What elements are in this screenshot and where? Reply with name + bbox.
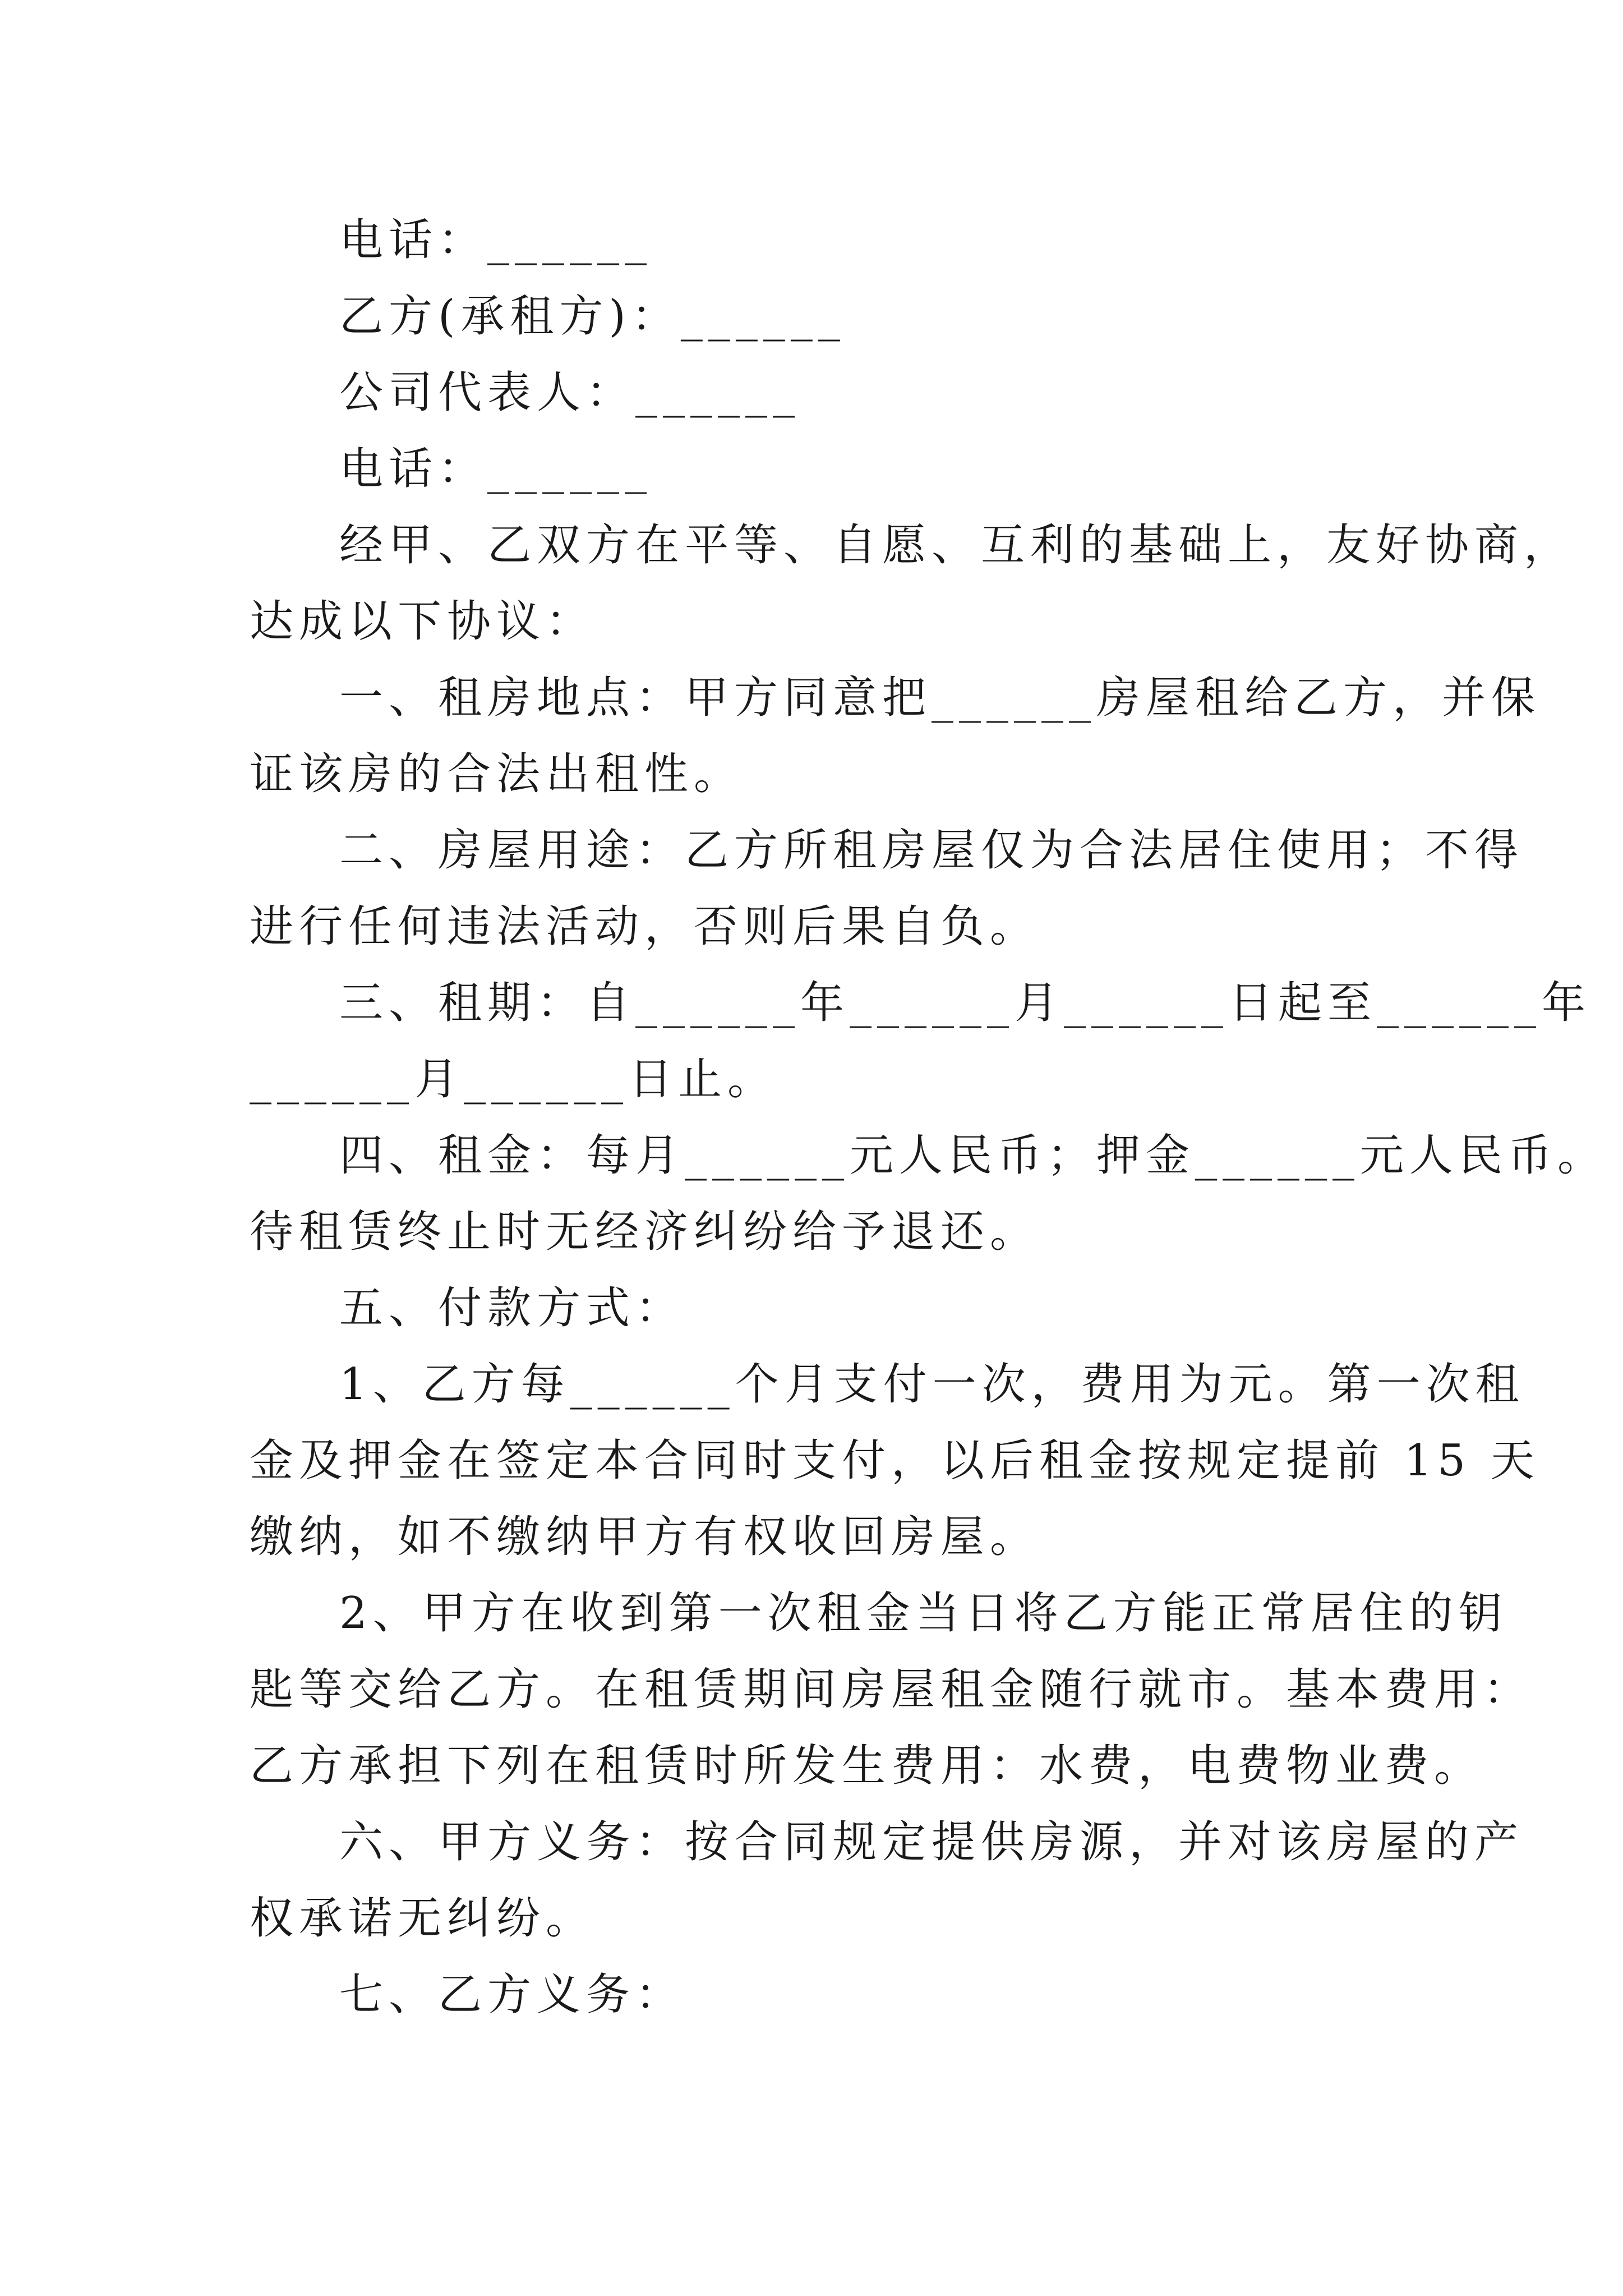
- preamble-line: 经甲、乙双方在平等、自愿、互利的基础上，友好协商，: [339, 520, 1574, 570]
- contract-body: [250, 202, 1607, 2033]
- payment-item-2-line: 2、甲方在收到第一次租金当日将乙方能正常居住的钥: [339, 1588, 1508, 1639]
- clause-party-a-duties-line: 六、甲方义务：按合同规定提供房源，并对该房屋的产: [339, 1817, 1524, 1867]
- clause-term-line: ______月______日止。: [250, 1054, 777, 1105]
- payment-item-2-line: 匙等交给乙方。在租赁期间房屋租金随行就市。基本费用：: [250, 1664, 1533, 1715]
- payment-item-1-line: 1、乙方每______个月支付一次，费用为元。第一次租: [339, 1359, 1525, 1410]
- clause-party-b-duties-heading: 七、乙方义务：: [339, 1970, 685, 2020]
- payment-item-2-line: 乙方承担下列在租赁时所发生费用：水费，电费物业费。: [250, 1741, 1484, 1791]
- clause-term-line: 三、租期：自______年______月______日起至______年: [339, 978, 1592, 1028]
- clause-rent-line: 四、租金：每月______元人民币；押金______元人民币。: [339, 1130, 1607, 1181]
- party-b-line: 乙方(承租方)：______: [339, 291, 846, 342]
- clause-usage-line: 二、房屋用途：乙方所租房屋仅为合法居住使用；不得: [339, 825, 1524, 876]
- clause-location-line: 证该房的合法出租性。: [250, 749, 744, 799]
- clause-party-a-duties-line: 权承诺无纠纷。: [250, 1893, 596, 1944]
- payment-item-1-line: 金及押金在签定本合同时支付，以后租金按规定提前 15 天: [250, 1435, 1540, 1486]
- phone-line: 电话：______: [339, 444, 653, 494]
- clause-rent-line: 待租赁终止时无经济纠纷给予退还。: [250, 1207, 1040, 1257]
- phone-line: 电话：______: [339, 215, 653, 265]
- clause-location-line: 一、租房地点：甲方同意把______房屋租给乙方，并保: [339, 673, 1541, 723]
- clause-usage-line: 进行任何违法活动，否则后果自负。: [250, 901, 1040, 952]
- company-representative-line: 公司代表人：______: [339, 367, 801, 418]
- payment-item-1-line: 缴纳，如不缴纳甲方有权收回房屋。: [250, 1512, 1040, 1562]
- preamble-line: 达成以下协议：: [250, 596, 596, 647]
- clause-payment-heading: 五、付款方式：: [339, 1283, 685, 1333]
